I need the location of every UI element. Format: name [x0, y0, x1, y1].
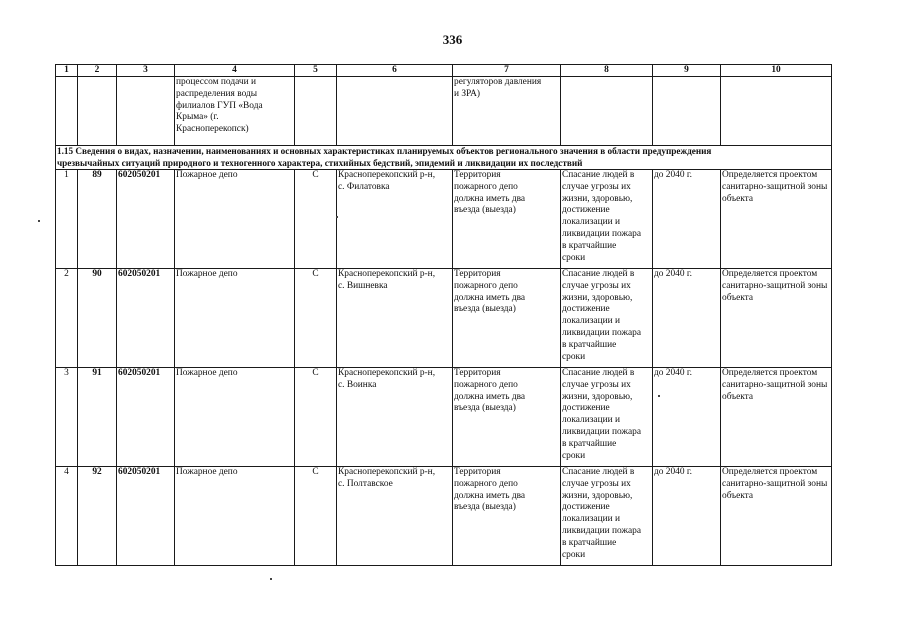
deadline-cell: до 2040 г.	[653, 170, 721, 269]
column-header: 5	[295, 65, 337, 77]
text-line: случае угрозы их	[562, 478, 631, 489]
purpose-cell	[561, 368, 653, 467]
text-line: с. Полтавское	[338, 478, 393, 489]
column-number-header	[56, 65, 832, 77]
continuation-row	[56, 77, 832, 146]
text-line: ликвидации пожара	[562, 426, 641, 437]
section-heading	[56, 146, 832, 170]
text-line: сроки	[562, 252, 586, 263]
table-row	[56, 269, 832, 368]
text-line: в кратчайшие	[562, 438, 617, 449]
column-header: 9	[653, 65, 721, 77]
scan-speck	[336, 216, 338, 218]
text-line: Спасание людей в	[562, 170, 635, 180]
location-cell	[337, 467, 453, 566]
text-line: объекта	[722, 193, 754, 204]
text-line: санитарно-защитной зоны	[722, 478, 828, 489]
text-line: жизни, здоровью,	[562, 490, 633, 501]
text-line: ликвидации пожара	[562, 525, 641, 536]
note-cell	[721, 170, 832, 269]
table-row	[56, 170, 832, 269]
note-cell	[721, 269, 832, 368]
text-line: Территория	[454, 170, 501, 180]
table-row	[56, 368, 832, 467]
objects-table	[55, 64, 832, 566]
text-line: пожарного депо	[454, 478, 518, 489]
object-code-cell: 602050201	[117, 467, 175, 566]
column-header: 4	[175, 65, 295, 77]
text-line: достижение	[562, 205, 610, 216]
text-line: распределения воды	[176, 88, 258, 99]
zone-cell	[453, 467, 561, 566]
text-line: достижение	[562, 502, 610, 513]
location-cell	[337, 269, 453, 368]
column-header: 8	[561, 65, 653, 77]
text-line: объекта	[722, 490, 754, 501]
object-number-cell: 91	[78, 368, 117, 467]
object-status-cell: С	[295, 368, 337, 467]
zone-cell	[453, 170, 561, 269]
object-status-cell: С	[295, 467, 337, 566]
object-number-cell: 92	[78, 467, 117, 566]
text-line: въезда (выезда)	[454, 502, 516, 513]
text-line: локализации и	[562, 217, 620, 228]
scan-speck	[270, 578, 272, 580]
text-line: объекта	[722, 391, 754, 402]
text-line: ликвидации пожара	[562, 327, 641, 338]
text-line: локализации и	[562, 316, 620, 327]
page-number: 336	[442, 32, 463, 47]
row-index-cell: 4	[56, 467, 78, 566]
note-cell	[721, 368, 832, 467]
text-line: случае угрозы их	[562, 280, 631, 291]
continuation-zone-cell	[453, 77, 561, 146]
text-line: в кратчайшие	[562, 240, 617, 251]
row-index-cell: 2	[56, 269, 78, 368]
scan-speck	[658, 395, 660, 397]
text-line: въезда (выезда)	[454, 403, 516, 414]
text-line: регуляторов давления	[454, 77, 542, 87]
scan-speck	[38, 220, 40, 222]
text-line: достижение	[562, 304, 610, 315]
text-line: должна иметь два	[454, 193, 526, 204]
purpose-cell	[561, 170, 653, 269]
text-line: санитарно-защитной зоны	[722, 280, 828, 291]
text-line: въезда (выезда)	[454, 205, 516, 216]
continuation-name-cell	[175, 77, 295, 146]
deadline-cell: до 2040 г.	[653, 467, 721, 566]
text-line: пожарного депо	[454, 181, 518, 192]
object-code-cell: 602050201	[117, 368, 175, 467]
text-line: жизни, здоровью,	[562, 391, 633, 402]
text-line: санитарно-защитной зоны	[722, 379, 828, 390]
column-header: 3	[117, 65, 175, 77]
text-line: в кратчайшие	[562, 537, 617, 548]
text-line: Спасание людей в	[562, 269, 635, 279]
deadline-cell: до 2040 г.	[653, 368, 721, 467]
text-line: с. Воинка	[338, 379, 377, 390]
text-line: сроки	[562, 351, 586, 362]
object-name-cell: Пожарное депо	[175, 467, 295, 566]
text-line: Крыма» (г.	[176, 112, 219, 123]
text-line: Красноперекопский р-н,	[338, 170, 436, 180]
section-heading-line: 1.15 Сведения о видах, назначении, наименованиях и основных характеристиках планируемых объектов регионального значения в области предупреждения	[57, 146, 712, 156]
text-line: локализации и	[562, 415, 620, 426]
purpose-cell	[561, 467, 653, 566]
text-line: процессом подачи и	[176, 77, 256, 87]
text-line: Территория	[454, 269, 501, 279]
text-line: Территория	[454, 467, 501, 477]
text-line: должна иметь два	[454, 292, 526, 303]
deadline-cell: до 2040 г.	[653, 269, 721, 368]
location-cell	[337, 368, 453, 467]
location-cell	[337, 170, 453, 269]
object-name-cell: Пожарное депо	[175, 368, 295, 467]
text-line: въезда (выезда)	[454, 304, 516, 315]
text-line: локализации и	[562, 514, 620, 525]
text-line: Красноперекопский р-н,	[338, 368, 436, 378]
object-number-cell: 90	[78, 269, 117, 368]
text-line: Спасание людей в	[562, 467, 635, 477]
zone-cell	[453, 368, 561, 467]
object-status-cell: С	[295, 170, 337, 269]
text-line: сроки	[562, 450, 586, 461]
column-header: 2	[78, 65, 117, 77]
text-line: Территория	[454, 368, 501, 378]
text-line: жизни, здоровью,	[562, 193, 633, 204]
table-row	[56, 467, 832, 566]
text-line: ликвидации пожара	[562, 228, 641, 239]
section-heading-line: чрезвычайных ситуаций природного и техногенного характера, стихийных бедствий, эпидемий и ликвидации их последствий	[57, 157, 583, 168]
zone-cell	[453, 269, 561, 368]
text-line: санитарно-защитной зоны	[722, 181, 828, 192]
text-line: и ЗРА)	[454, 88, 480, 99]
text-line: в кратчайшие	[562, 339, 617, 350]
column-header: 7	[453, 65, 561, 77]
text-line: Спасание людей в	[562, 368, 635, 378]
text-line: случае угрозы их	[562, 181, 631, 192]
text-line: должна иметь два	[454, 391, 526, 402]
column-header: 1	[56, 65, 78, 77]
text-line: филиалов ГУП «Вода	[176, 100, 263, 111]
section-heading-row	[56, 146, 832, 170]
text-line: пожарного депо	[454, 379, 518, 390]
object-code-cell: 602050201	[117, 170, 175, 269]
text-line: должна иметь два	[454, 490, 526, 501]
column-header: 6	[337, 65, 453, 77]
text-line: с. Филатовка	[338, 181, 390, 192]
object-code-cell: 602050201	[117, 269, 175, 368]
row-index-cell: 1	[56, 170, 78, 269]
text-line: пожарного депо	[454, 280, 518, 291]
text-line: Определяется проектом	[722, 368, 818, 378]
column-header: 10	[721, 65, 832, 77]
text-line: Определяется проектом	[722, 170, 818, 180]
object-name-cell: Пожарное депо	[175, 269, 295, 368]
object-status-cell: С	[295, 269, 337, 368]
text-line: случае угрозы их	[562, 379, 631, 390]
text-line: сроки	[562, 549, 586, 560]
note-cell	[721, 467, 832, 566]
text-line: Определяется проектом	[722, 467, 818, 477]
text-line: жизни, здоровью,	[562, 292, 633, 303]
purpose-cell	[561, 269, 653, 368]
object-number-cell: 89	[78, 170, 117, 269]
row-index-cell: 3	[56, 368, 78, 467]
text-line: Определяется проектом	[722, 269, 818, 279]
text-line: Красноперекопск)	[176, 124, 249, 135]
text-line: Красноперекопский р-н,	[338, 269, 436, 279]
text-line: достижение	[562, 403, 610, 414]
text-line: объекта	[722, 292, 754, 303]
text-line: с. Вишневка	[338, 280, 388, 291]
text-line: Красноперекопский р-н,	[338, 467, 436, 477]
object-name-cell: Пожарное депо	[175, 170, 295, 269]
